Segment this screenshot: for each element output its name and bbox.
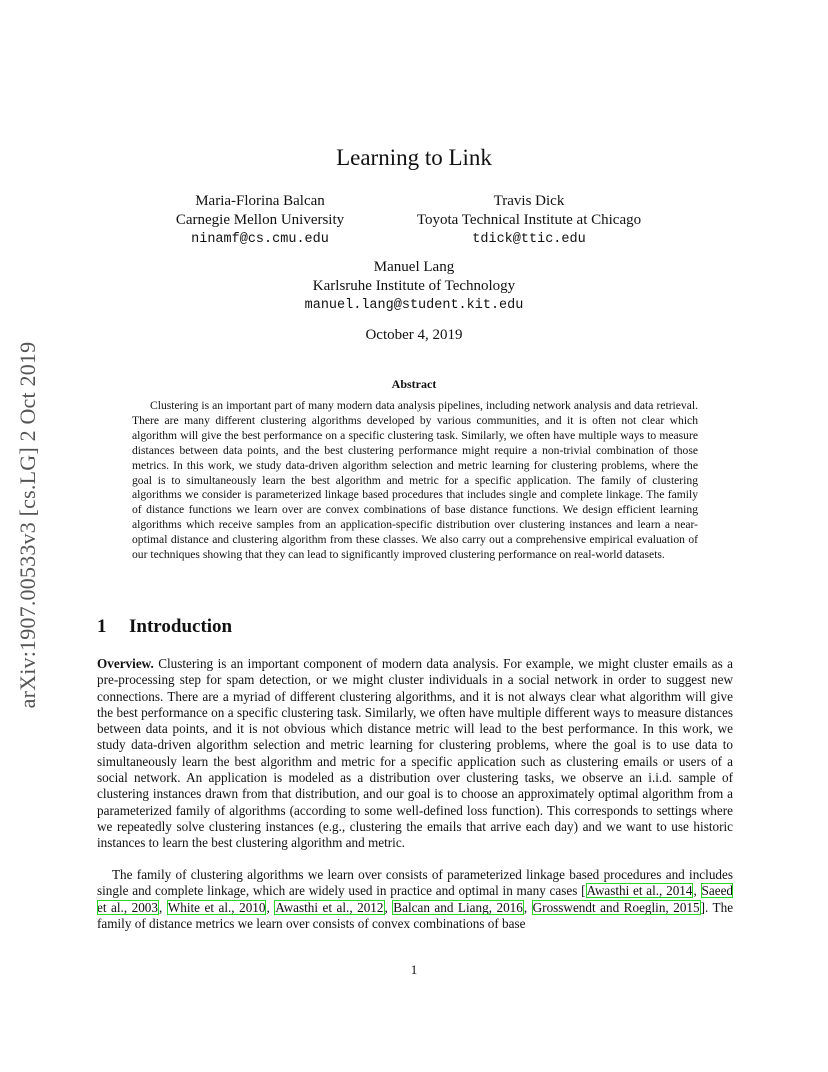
author-name: Maria-Florina Balcan: [195, 193, 325, 209]
arxiv-identifier-stamp: [10, 300, 46, 750]
author-email[interactable]: manuel.lang@student.kit.edu: [304, 298, 524, 313]
paragraph-text-after: ]. The family of distance metrics we learn over consists of convex combinations of base: [97, 899, 734, 931]
intro-paragraph-family: The family of clustering algorithms we learn over consists of parameterized linkage based procedures and includes single and complete linkage, which are widely used in practice and optimal in many cases [Awasthi et al., 2014, Saeed et al., 2003, White et al., 2010, Awasthi et al., 2012, Balcan and Liang, 2016, Grosswendt and Roeglin, 2015]. The family of distance metrics we learn over consists of convex combinations of base: [97, 867, 734, 931]
section-number: 1: [97, 616, 107, 637]
paper-title: Learning to Link: [336, 145, 492, 170]
citation-link[interactable]: Balcan and Liang, 2016: [393, 899, 523, 915]
author-affiliation: Karlsruhe Institute of Technology: [312, 278, 516, 294]
paragraph-text-before: The family of clustering algorithms we learn over consists of parameterized linkage based procedures and includes single and complete linkage, which are widely used in practice and optimal in many cases [: [97, 867, 733, 899]
intro-paragraph-overview: [97, 656, 733, 852]
section-title: Introduction: [129, 616, 233, 637]
section-heading-introduction: [97, 616, 232, 638]
author-email[interactable]: ninamf@cs.cmu.edu: [191, 232, 329, 247]
citation-link[interactable]: Saeed et al., 2003: [97, 883, 734, 915]
author-affiliation: Toyota Technical Institute at Chicago: [416, 212, 642, 228]
author-block-lang: [250, 258, 578, 316]
author-block-dick: [394, 192, 664, 250]
author-affiliation: Carnegie Mellon University: [175, 212, 345, 228]
arxiv-identifier-text: arXiv:1907.00533v3 [cs.LG] 2 Oct 2019: [15, 341, 40, 709]
citation-link[interactable]: Awasthi et al., 2014: [586, 883, 693, 899]
abstract-heading: Abstract: [391, 377, 437, 391]
citation-link[interactable]: Awasthi et al., 2012: [275, 899, 384, 915]
author-name: Manuel Lang: [373, 259, 455, 275]
author-email[interactable]: tdick@ttic.edu: [472, 232, 586, 247]
page-number: 1: [410, 962, 418, 977]
citation-link[interactable]: Grosswendt and Roeglin, 2015: [532, 899, 700, 915]
author-block-balcan: [150, 192, 370, 250]
citation-link[interactable]: White et al., 2010: [167, 899, 266, 915]
abstract-text: Clustering is an important part of many modern data analysis pipelines, including network analysis and data retrieval. There are many different clustering algorithms developed by various communities, and it is often not clear which algorithm will give the best performance on a specific clustering task. Similarly, we often have multiple ways to measure distances between data points, and the best clustering performance might require a non-trivial combination of those metrics. In this work, we study data-driven algorithm selection and metric learning for clustering problems, where the goal is to simultaneously learn the best algorithm and metric for a specific application. The family of clustering algorithms we consider is parameterized linkage based procedures that includes single and complete linkage. The family of distance functions we learn over are convex combinations of base distance functions. We design efficient learning algorithms which receive samples from an application-specific distribution over clustering instances and learn a near-optimal distance and clustering algorithm from these classes. We also carry out a comprehensive empirical evaluation of our techniques showing that they can lead to significantly improved clustering performance on real-world datasets.: [132, 399, 698, 562]
paragraph-text: Clustering is an important component of modern data analysis. For example, we might cluster emails as a pre-processing step for spam detection, or we might cluster individuals in a social network in order to suggest new connections. There are a myriad of different clustering algorithms, and it is not always clear what algorithm will give the best performance on a specific clustering task. Similarly, we often have multiple different ways to measure distances between data points, and it is not obvious which distance metric will lead to the best performance. In this work, we study data-driven algorithm selection and metric learning for clustering problems, where the goal is to use data to simultaneously learn the best algorithm and metric for a specific application such as clustering emails or users of a social network. An application is modeled as a distribution over clustering tasks, we observe an i.i.d. sample of clustering instances drawn from that distribution, and our goal is to choose an approximately optimal algorithm from a parameterized family of algorithms (according to some well-defined loss function). This corresponds to settings where we repeatedly solve clustering instances (e.g., clustering the emails that arrive each day) and we want to use historic instances to learn the best clustering algorithm and metric.: [97, 656, 733, 851]
paragraph-run-in-heading: Overview.: [97, 656, 154, 671]
paper-date: October 4, 2019: [365, 327, 463, 343]
author-name: Travis Dick: [493, 193, 565, 209]
